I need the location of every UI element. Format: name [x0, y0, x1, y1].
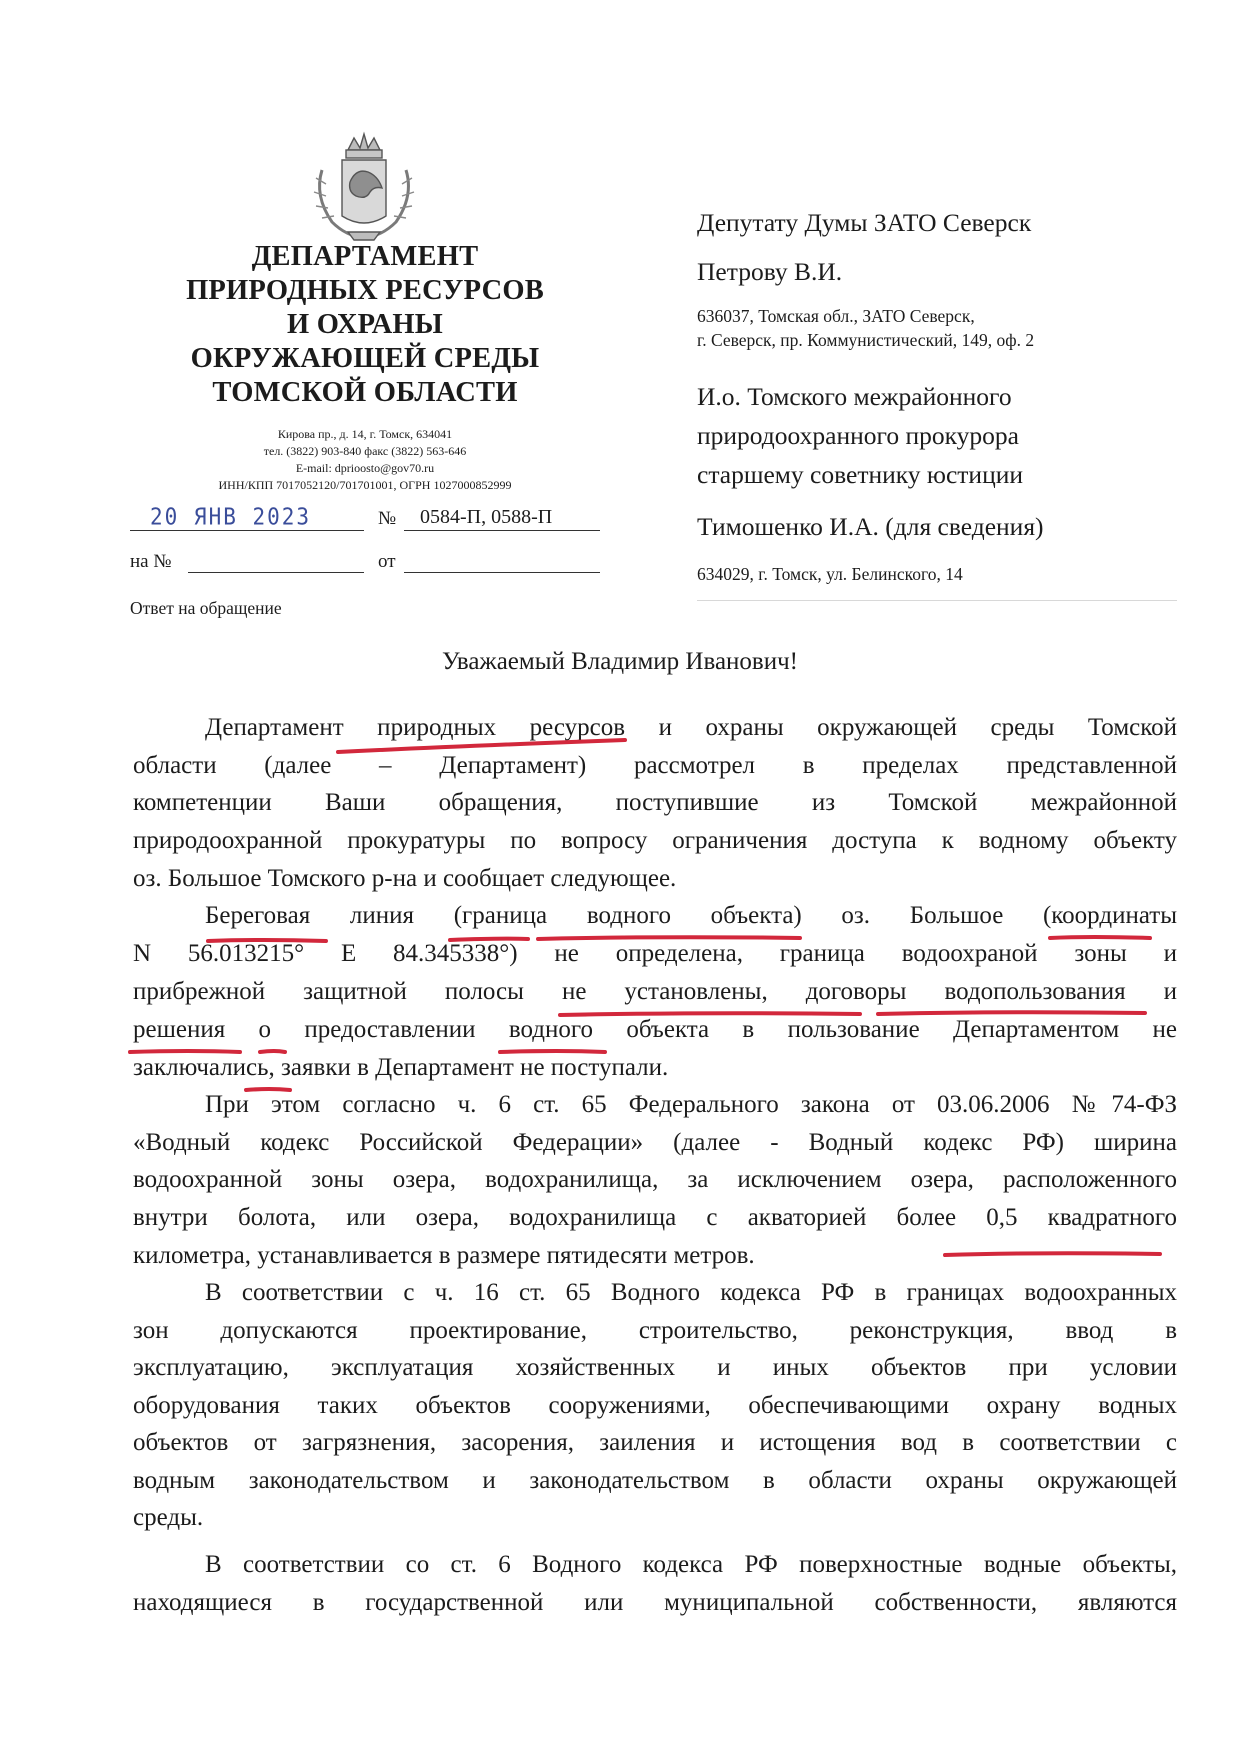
body-line: природоохранной прокуратуры по вопросу ограничения доступа к водному объекту: [133, 827, 1177, 854]
department-title-line: И ОХРАНЫ: [287, 309, 443, 340]
body-line: оз. Большое Томского р-на и сообщает следующее.: [133, 865, 677, 892]
body-line: среды.: [133, 1504, 204, 1531]
body-line: Береговая линия (граница водного объекта) оз. Большое (координаты: [205, 902, 1177, 929]
reply-subject: Ответ на обращение: [130, 598, 282, 618]
body-line: находящиеся в государственной или муниципальной собственности, являются: [133, 1589, 1177, 1616]
addressee-line: природоохранного прокурора: [697, 421, 1019, 450]
addressee-address: г. Северск, пр. Коммунистический, 149, оф. 2: [697, 330, 1035, 350]
contact-phone: тел. (3822) 903-840 факс (3822) 563-646: [263, 444, 467, 458]
body-line: оборудования таких объектов сооружениями, обеспечивающими охрану водных: [133, 1392, 1177, 1419]
ref-date-label: от: [378, 551, 396, 572]
body-line: километра, устанавливается в размере пятидесяти метров.: [133, 1242, 755, 1269]
department-contacts: [160, 426, 570, 494]
addressee-name: Тимошенко И.А. (для сведения): [697, 512, 1044, 541]
underline-mark: [260, 1051, 285, 1052]
body-line: компетенции Ваши обращения, поступившие из Томской межрайонной: [133, 789, 1177, 816]
body-line: объектов от загрязнения, засорения, заиления и истощения вод в соответствии с: [133, 1429, 1177, 1456]
addressee-name: Петрову В.И.: [697, 257, 843, 286]
body-line: водоохранной зоны озера, водохранилища, за исключением озера, расположенного: [133, 1166, 1177, 1193]
body-line: Департамент природных ресурсов и охраны окружающей среды Томской: [205, 714, 1177, 741]
body-line: заключались, заявки в Департамент не поступали.: [133, 1054, 669, 1081]
body-line: области (далее – Департамент) рассмотрел в пределах представленной: [133, 752, 1177, 779]
body-line: зон допускаются проектирование, строительство, реконструкция, ввод в: [133, 1317, 1177, 1344]
body-line: При этом согласно ч. 6 ст. 65 Федерального закона от 03.06.2006 №74-ФЗ: [205, 1091, 1177, 1118]
number-label: №: [378, 508, 397, 529]
addressee-address: 634029, г. Томск, ул. Белинского, 14: [697, 564, 963, 584]
body-line: «Водный кодекс Российской Федерации» (далее - Водный кодекс РФ) ширина: [133, 1129, 1177, 1156]
number-underline: [404, 530, 600, 531]
addressee-line: Депутату Думы ЗАТО Северск: [697, 208, 1032, 237]
contact-requisites: ИНН/КПП 7017052120/701701001, ОГРН 1027000852999: [218, 478, 512, 492]
contact-address: Кирова пр., д. 14, г. Томск, 634041: [277, 427, 453, 441]
department-title: [160, 240, 570, 410]
registration-number: 0584-П, 0588-П: [420, 506, 553, 528]
contact-email: E-mail: dprioosto@gov70.ru: [295, 461, 435, 475]
date-underline: [130, 530, 364, 531]
underline-mark: [1050, 937, 1150, 938]
body-line: решения о предоставлении водного объекта в пользование Департаментом не: [133, 1016, 1177, 1043]
ref-number-underline: [188, 572, 364, 573]
addressee-line: старшему советнику юстиции: [697, 460, 1024, 489]
salutation: Уважаемый Владимир Иванович!: [441, 648, 799, 675]
department-title-line: ОКРУЖАЮЩЕЙ СРЕДЫ: [190, 343, 540, 374]
body-line: прибрежной защитной полосы не установлены, договоры водопользования и: [133, 978, 1177, 1005]
scan-divider: [697, 600, 1177, 601]
underline-mark: [500, 1051, 605, 1052]
date-stamp: 20 ЯНВ 2023: [150, 503, 312, 531]
addressee-line: И.о. Томского межрайонного: [697, 382, 1012, 411]
coat-of-arms-emblem: [302, 120, 426, 248]
underline-mark: [878, 1012, 1145, 1014]
ref-number-label: на №: [130, 551, 172, 572]
body-line: N 56.013215° E 84.345338°) не определена, граница водоохраной зоны и: [133, 940, 1177, 967]
body-line: эксплуатацию, эксплуатация хозяйственных и иных объектов при условии: [133, 1354, 1177, 1381]
department-title-line: ПРИРОДНЫХ РЕСУРСОВ: [186, 275, 544, 306]
addressee-address: 636037, Томская обл., ЗАТО Северск,: [697, 306, 975, 326]
body-line: В соответствии с ч. 16 ст. 65 Водного кодекса РФ в границах водоохранных: [205, 1279, 1177, 1306]
body-line: В соответствии со ст. 6 Водного кодекса РФ поверхностные водные объекты,: [205, 1551, 1177, 1578]
body-line: внутри болота, или озера, водохранилища с акваторией более 0,5 квадратного: [133, 1204, 1177, 1231]
department-title-line: ТОМСКОЙ ОБЛАСТИ: [212, 377, 518, 408]
department-title-line: ДЕПАРТАМЕНТ: [251, 241, 479, 272]
ref-date-underline: [404, 572, 600, 573]
body-line: водным законодательством и законодательством в области охраны окружающей: [133, 1467, 1177, 1494]
underline-mark: [130, 1051, 240, 1052]
